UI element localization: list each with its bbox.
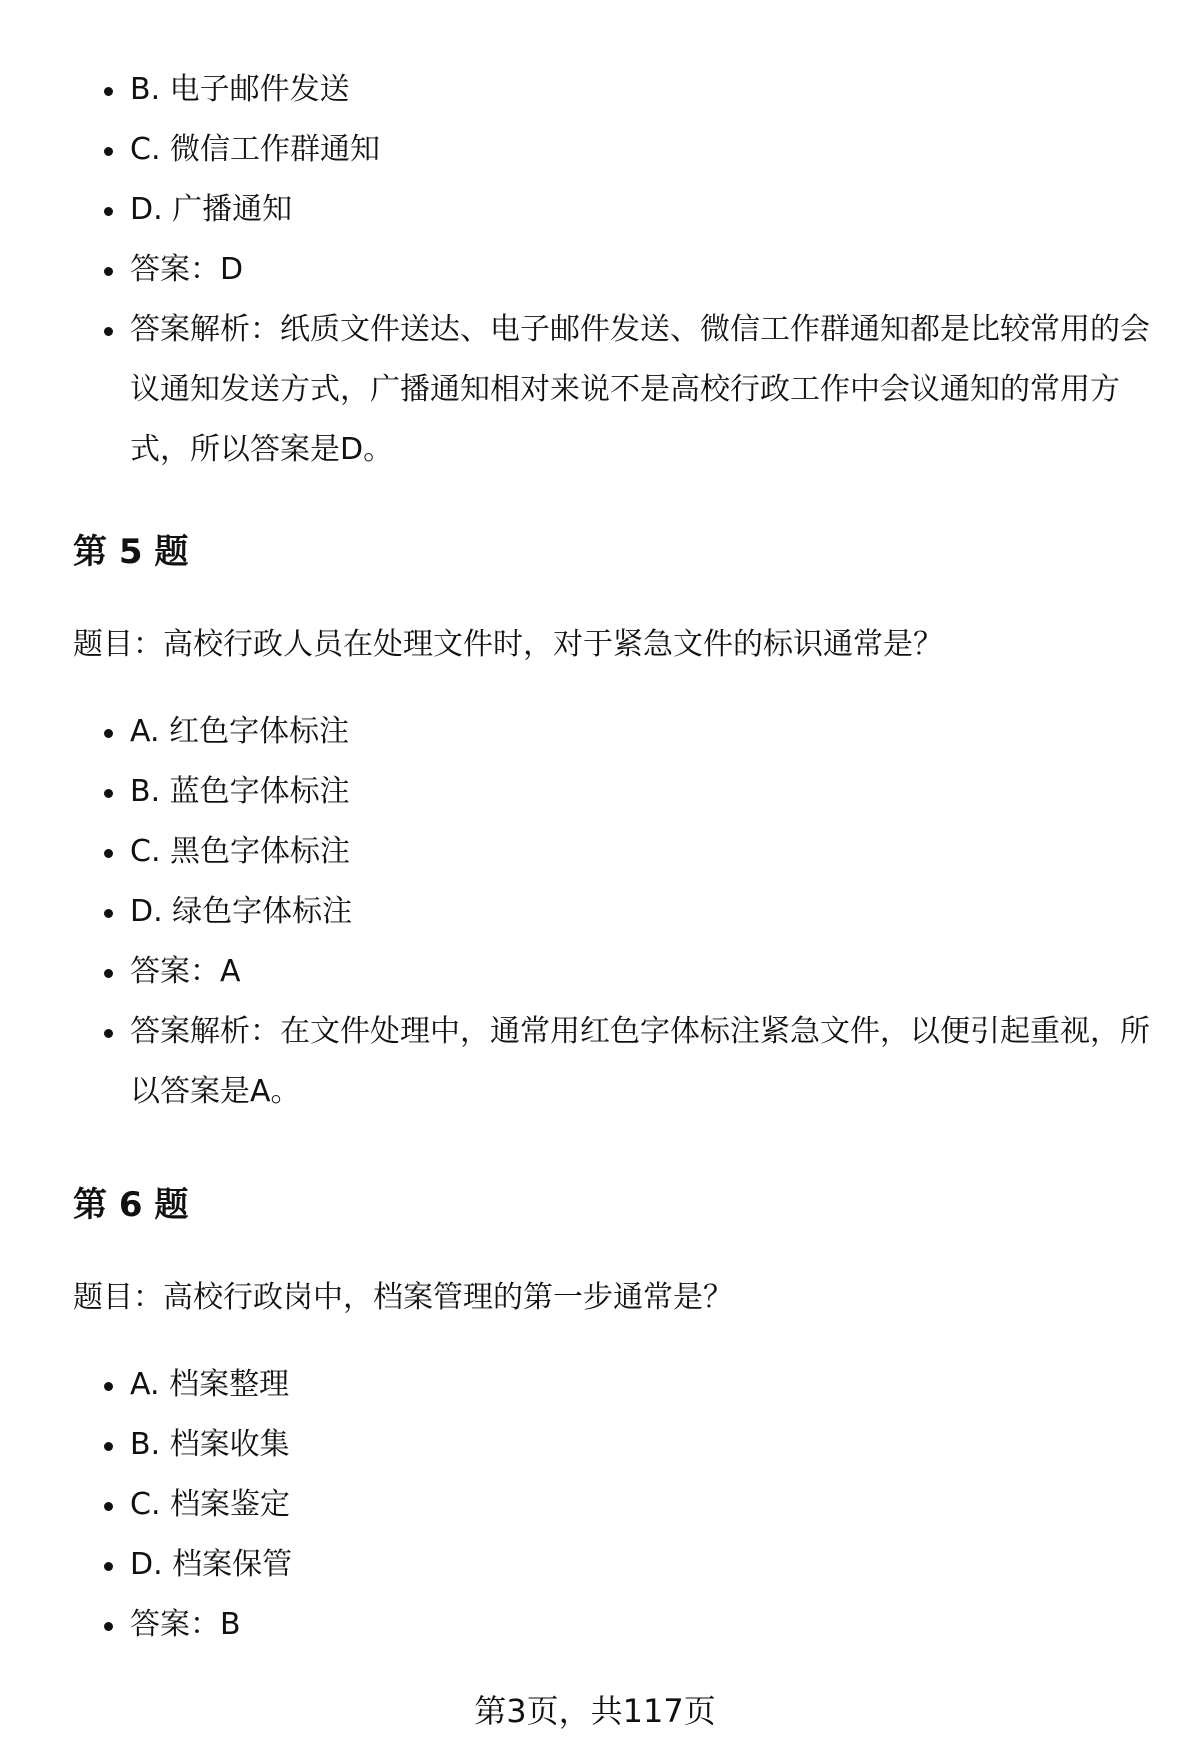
option-d: D. 档案保管 xyxy=(0,1535,1190,1595)
question-heading: 第 5 题 xyxy=(73,532,189,572)
option-c: C. 档案鉴定 xyxy=(0,1475,1190,1535)
option-b: B. 蓝色字体标注 xyxy=(0,762,1190,822)
question-4-continued xyxy=(0,60,1190,480)
answer-explanation: 答案解析：纸质文件送达、电子邮件发送、微信工作群通知都是比较常用的会议通知发送方式，广播通知相对来说不是高校行政工作中会议通知的常用方式，所以答案是D。 xyxy=(0,300,1190,480)
option-list xyxy=(0,60,1190,480)
answer: 答案：D xyxy=(0,240,1190,300)
question-heading: 第 6 题 xyxy=(73,1185,189,1225)
question-text: 题目：高校行政岗中，档案管理的第一步通常是？ xyxy=(73,1280,733,1315)
question-6 xyxy=(0,1175,1190,1655)
answer: 答案：A xyxy=(0,942,1190,1002)
option-d: D. 广播通知 xyxy=(0,180,1190,240)
option-d: D. 绿色字体标注 xyxy=(0,882,1190,942)
option-a: A. 红色字体标注 xyxy=(0,702,1190,762)
option-list xyxy=(0,702,1190,1122)
option-b: B. 电子邮件发送 xyxy=(0,60,1190,120)
answer-explanation: 答案解析：在文件处理中，通常用红色字体标注紧急文件，以便引起重视，所以答案是A。 xyxy=(0,1002,1190,1122)
question-5 xyxy=(0,522,1190,1122)
page-number: 第3页，共117页 xyxy=(474,1692,716,1730)
question-text: 题目：高校行政人员在处理文件时，对于紧急文件的标识通常是？ xyxy=(73,627,943,662)
option-c: C. 黑色字体标注 xyxy=(0,822,1190,882)
option-a: A. 档案整理 xyxy=(0,1355,1190,1415)
option-list xyxy=(0,1355,1190,1655)
answer: 答案：B xyxy=(0,1595,1190,1655)
option-b: B. 档案收集 xyxy=(0,1415,1190,1475)
option-c: C. 微信工作群通知 xyxy=(0,120,1190,180)
